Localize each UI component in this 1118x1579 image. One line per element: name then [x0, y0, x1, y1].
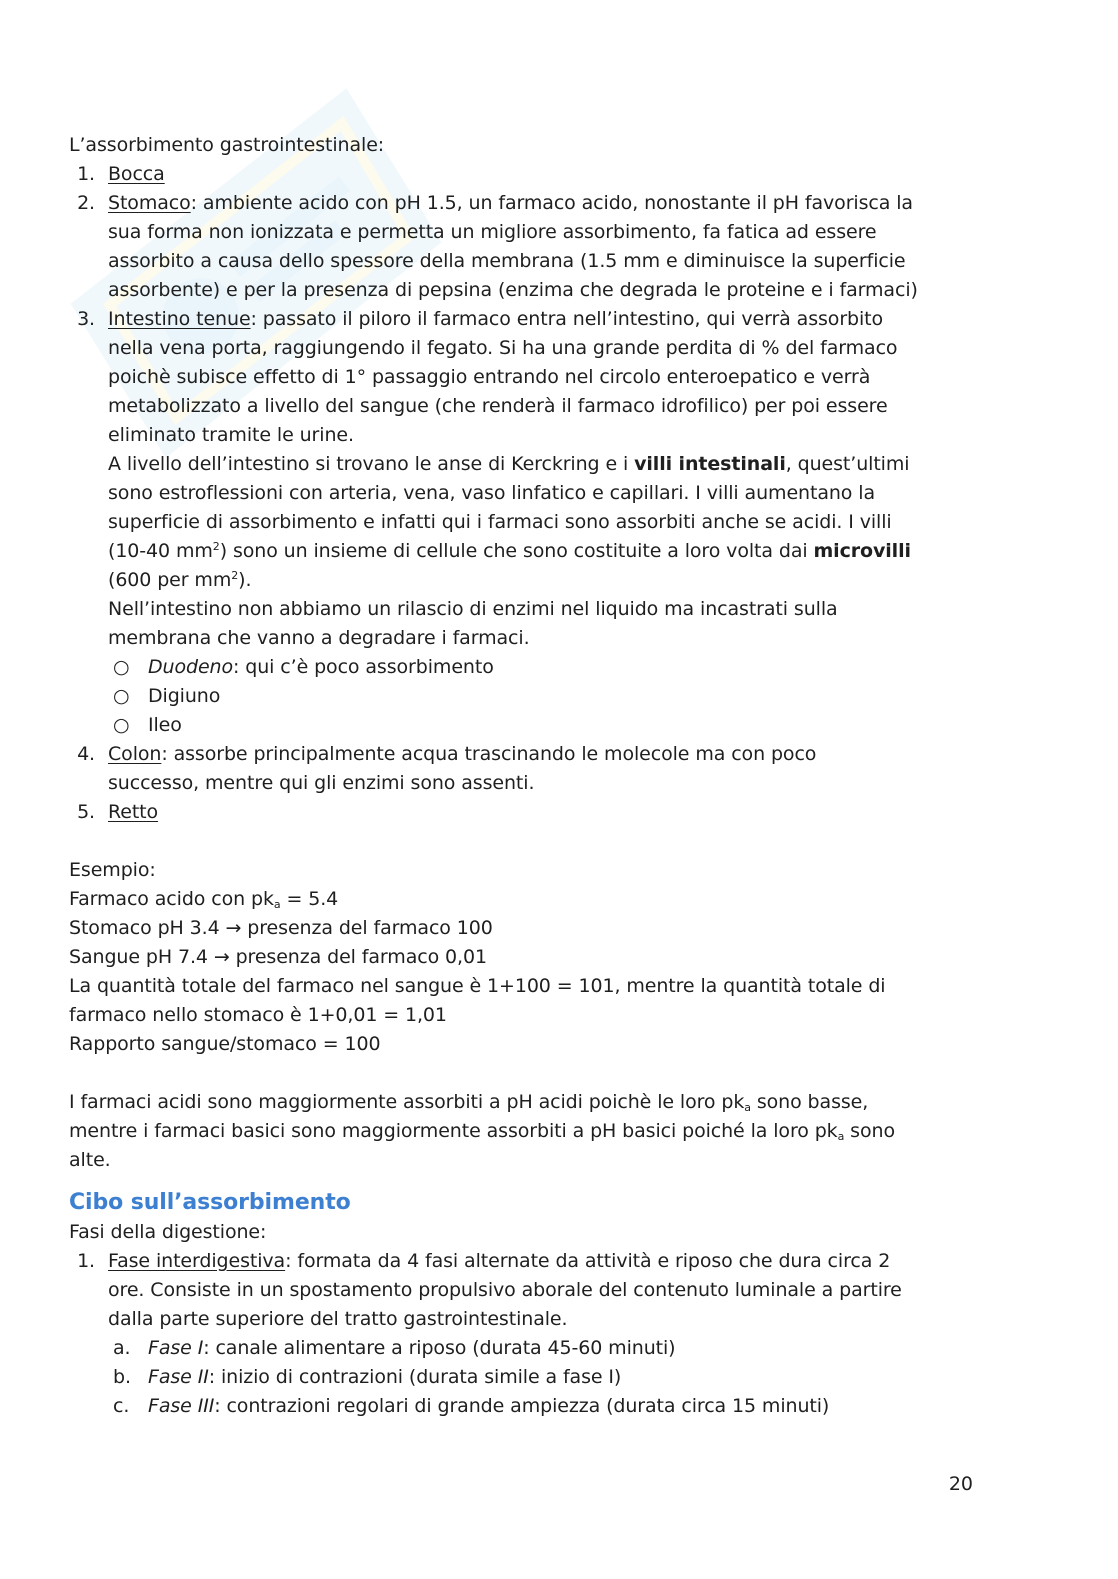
text-span: , quest’ultimi [785, 453, 910, 475]
item-title: Retto [108, 801, 159, 823]
subscript: a [273, 898, 281, 911]
conclusion-line [69, 1117, 999, 1146]
superscript: 2 [231, 569, 239, 582]
sub-item-title: Fase I [148, 1337, 204, 1359]
bold-term: microvilli [813, 540, 911, 562]
sub-item-letter: c. [113, 1395, 130, 1417]
item-text-line: sono estroflessioni con arteria, vena, vaso linfatico e capillari. I villi aumentano la [108, 482, 875, 504]
bullet-icon: ○ [113, 714, 130, 736]
item-text-line: eliminato tramite le urine. [108, 424, 354, 446]
item-title: Fase interdigestiva [108, 1250, 286, 1272]
subscript: a [744, 1101, 751, 1114]
spacer [69, 827, 999, 856]
example-title: Esempio: [69, 859, 156, 881]
bold-term: villi intestinali [634, 453, 786, 475]
item-text: : formata da 4 fasi alternate da attività e riposo che dura circa 2 [285, 1250, 891, 1272]
item-text-line: assorbito a causa dello spessore della membrana (1.5 mm e diminuisce la superficie [108, 250, 906, 272]
item-text-line: successo, mentre qui gli enzimi sono assenti. [108, 772, 535, 794]
example-line: Sangue pH 7.4 → presenza del farmaco 0,01 [69, 946, 487, 968]
conclusion-line: alte. [69, 1149, 111, 1171]
section-intro: Fasi della digestione: [69, 1221, 267, 1243]
section-heading: Cibo sull’assorbimento [69, 1190, 351, 1215]
list-item-stomaco [69, 189, 999, 218]
sub-item-text: : canale alimentare a riposo (durata 45-60 minuti) [203, 1337, 676, 1359]
sub-item-digiuno [69, 682, 999, 711]
text-span: (600 per mm [108, 569, 232, 591]
text-span: I farmaci acidi sono maggiormente assorbiti a pH acidi poichè le loro pk [69, 1091, 745, 1113]
sub-item-duodeno [69, 653, 999, 682]
bullet-icon: ○ [113, 685, 130, 707]
list-number: 2. [77, 192, 95, 214]
sub-item-title: Duodeno [148, 656, 234, 678]
bullet-icon: ○ [113, 656, 130, 678]
item-text: : passato il piloro il farmaco entra nell’intestino, qui verrà assorbito [250, 308, 884, 330]
subscript: a [837, 1130, 845, 1143]
example-line: Stomaco pH 3.4 → presenza del farmaco 100 [69, 917, 493, 939]
sub-item-title: Ileo [148, 714, 182, 736]
superscript: 2 [212, 540, 220, 553]
sub-item-title: Digiuno [148, 685, 221, 707]
sub-item-letter: b. [113, 1366, 131, 1388]
text-span: ). [238, 569, 252, 591]
text-span: Farmaco acido con pk [69, 888, 274, 910]
example-line: farmaco nello stomaco è 1+0,01 = 1,01 [69, 1004, 447, 1026]
list-item-colon [69, 740, 999, 769]
text-span: ) sono un insieme di cellule che sono costituite a loro volta dai [219, 540, 814, 562]
sub-item-fase-iii [69, 1392, 999, 1421]
list-number: 4. [77, 743, 95, 765]
item-text: : ambiente acido con pH 1.5, un farmaco acido, nonostante il pH favorisca la [190, 192, 913, 214]
item-title: Bocca [108, 163, 165, 185]
item-text-line [69, 537, 999, 566]
item-text-line: metabolizzato a livello del sangue (che renderà il farmaco idrofilico) per poi essere [108, 395, 888, 417]
conclusion-line [69, 1088, 999, 1117]
list-number: 1. [77, 1250, 95, 1272]
item-text: : assorbe principalmente acqua trascinando le molecole ma con poco [161, 743, 817, 765]
sub-item-fase-i [69, 1334, 999, 1363]
sub-item-text: : qui c’è poco assorbimento [233, 656, 494, 678]
item-text-line: superficie di assorbimento e infatti qui i farmaci sono assorbiti anche se acidi. I villi [108, 511, 892, 533]
text-span: mentre i farmaci basici sono maggiormente assorbiti a pH basici poiché la loro pk [69, 1120, 838, 1142]
item-title: Stomaco [108, 192, 191, 214]
sub-item-text: : contrazioni regolari di grande ampiezza (durata circa 15 minuti) [214, 1395, 830, 1417]
sub-item-text: : inizio di contrazioni (durata simile a fase I) [208, 1366, 622, 1388]
item-text-line [69, 566, 999, 595]
item-title: Intestino tenue [108, 308, 251, 330]
item-text-line: sua forma non ionizzata e permetta un migliore assorbimento, fa fatica ad essere [108, 221, 877, 243]
sub-item-title: Fase II [148, 1366, 209, 1388]
item-text-line: Nell’intestino non abbiamo un rilascio di enzimi nel liquido ma incastrati sulla [108, 598, 838, 620]
list-number: 1. [77, 163, 95, 185]
sub-item-title: Fase III [148, 1395, 215, 1417]
item-text-line: nella vena porta, raggiungendo il fegato. Si ha una grande perdita di % del farmaco [108, 337, 898, 359]
example-line: La quantità totale del farmaco nel sangue è 1+100 = 101, mentre la quantità totale di [69, 975, 886, 997]
list-item-retto [69, 798, 999, 827]
section-intro: L’assorbimento gastrointestinale: [69, 134, 385, 156]
text-span: A livello dell’intestino si trovano le anse di Kerckring e i [108, 453, 635, 475]
text-span: sono [844, 1120, 895, 1142]
item-title: Colon [108, 743, 162, 765]
list-number: 3. [77, 308, 95, 330]
text-span: sono basse, [750, 1091, 869, 1113]
document-body [69, 131, 999, 1421]
list-item-bocca [69, 160, 999, 189]
item-text-line: membrana che vanno a degradare i farmaci. [108, 627, 530, 649]
sub-item-letter: a. [113, 1337, 131, 1359]
example-line [69, 885, 999, 914]
spacer [69, 1059, 999, 1088]
item-text-line: dalla parte superiore del tratto gastrointestinale. [108, 1308, 568, 1330]
list-item-fase-interdigestiva [69, 1247, 999, 1276]
text-span: (10-40 mm [108, 540, 213, 562]
sub-item-ileo [69, 711, 999, 740]
item-text-line: poichè subisce effetto di 1° passaggio entrando nel circolo enteroepatico e verrà [108, 366, 871, 388]
item-text-line [69, 450, 999, 479]
list-number: 5. [77, 801, 95, 823]
sub-item-fase-ii [69, 1363, 999, 1392]
item-text-line: assorbente) e per la presenza di pepsina (enzima che degrada le proteine e i farmaci) [108, 279, 918, 301]
text-span: = 5.4 [280, 888, 339, 910]
list-item-intestino-tenue [69, 305, 999, 334]
page-number: 20 [948, 1473, 973, 1495]
example-line: Rapporto sangue/stomaco = 100 [69, 1033, 381, 1055]
item-text-line: ore. Consiste in un spostamento propulsivo aborale del contenuto luminale a partire [108, 1279, 902, 1301]
